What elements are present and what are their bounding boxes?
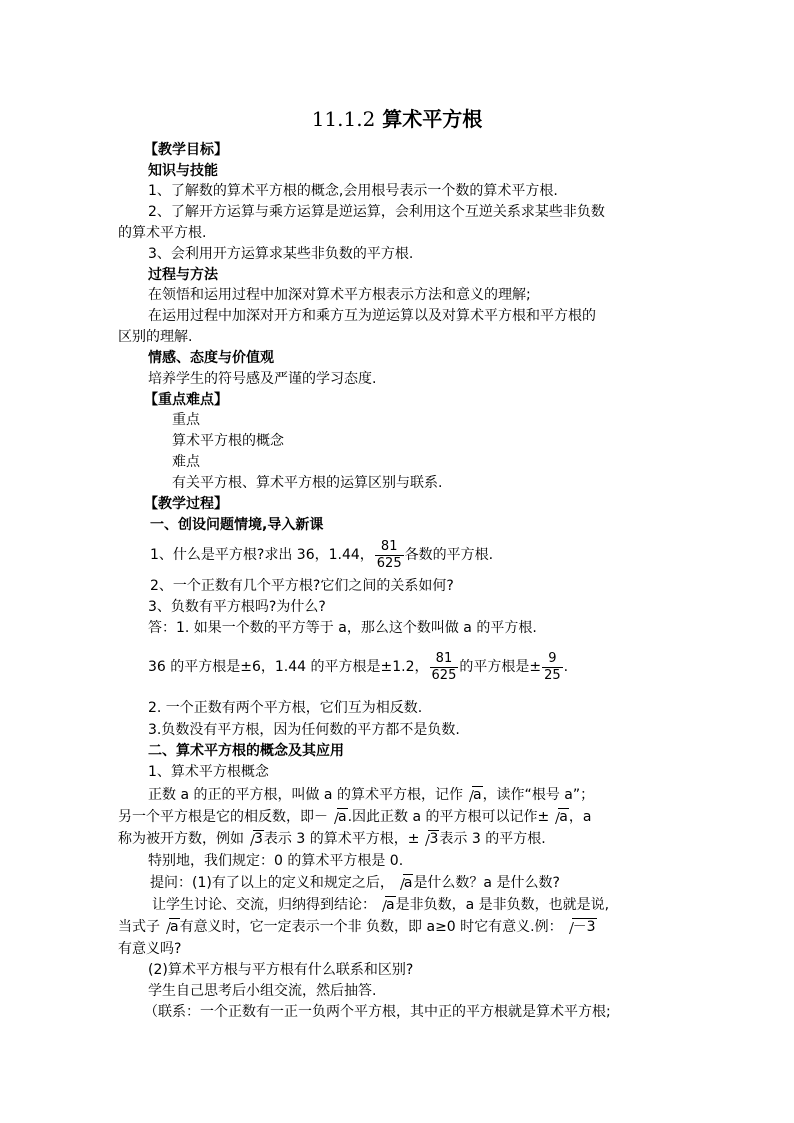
sqrt-a	[160, 917, 180, 937]
radicand: 3	[254, 831, 263, 847]
question-prompt-2: (2)算术平方根与平方根有什么联系和区别?	[148, 962, 414, 978]
radicand: a	[386, 897, 395, 913]
definition-text-g: 表示 3 的算术平方根，±	[263, 831, 420, 847]
sqrt-a	[463, 785, 483, 805]
question-3: 3、负数有平方根吗?为什么?	[148, 599, 326, 615]
heading-teaching-process: 【教学过程】	[144, 496, 228, 512]
discussion-text-a: 让学生讨论、交流，归纳得到结论：	[152, 897, 376, 913]
sqrt-3	[419, 829, 439, 849]
zero-rule: 特别地，我们规定：0 的算术平方根是 0.	[148, 853, 404, 869]
process-line-2b: 区别的理解.	[118, 329, 193, 345]
definition-line-3	[118, 829, 678, 849]
goal-line-2a: 2、了解开方运算与乘方运算是逆运算，会利用这个互逆关系求某些非负数	[148, 204, 605, 220]
answer-roots	[148, 648, 708, 686]
process-line-1: 在领悟和运用过程中加深对算术平方根表示方法和意义的理解;	[148, 287, 531, 303]
sqrt-a	[394, 873, 414, 893]
radicand: 3	[429, 831, 439, 847]
question-1-prefix: 1、什么是平方根?求出 36，1.44，	[150, 547, 374, 563]
answer-3: 3.负数没有平方根，因为任何数的平方都不是负数.	[148, 722, 460, 738]
difficulty-text: 有关平方根、算术平方根的运算区别与联系.	[172, 475, 443, 491]
fraction-denominator: 625	[431, 667, 457, 683]
meaningful-question: 有意义吗?	[118, 941, 182, 957]
group-discussion: 学生自己思考后小组交流，然后抽答.	[148, 983, 377, 999]
sqrt-a	[549, 807, 569, 827]
fraction-denominator: 25	[544, 667, 561, 683]
subheading-attitude: 情感、态度与价值观	[148, 350, 274, 366]
attitude-line-1: 培养学生的符号感及严谨的学习态度.	[148, 371, 377, 387]
fraction-numerator: 81	[375, 539, 404, 556]
relation-note: （联系：一个正数有一正一负两个平方根，其中正的平方根就是算术平方根;	[144, 1004, 611, 1020]
difficulty-label: 难点	[172, 454, 200, 470]
sqrt-3	[244, 829, 264, 849]
page-title	[0, 106, 794, 132]
definition-text-b: ，读作“根号 a”；	[482, 787, 595, 803]
goal-line-1: 1、了解数的算术平方根的概念,会用根号表示一个数的算术平方根.	[148, 183, 558, 199]
subheading-process: 过程与方法	[148, 267, 218, 283]
section-1-title: 一、创设问题情境,导入新课	[150, 517, 324, 533]
condition-text-b: 有意义时，它一定表示一个非 负数，即 a≥0 时它有意义.例：	[179, 919, 563, 935]
question-prompt-1	[150, 873, 710, 893]
answer-roots-end: .	[563, 659, 569, 675]
key-label: 重点	[172, 412, 200, 428]
condition-line	[118, 917, 678, 937]
fraction-numerator: 9	[542, 651, 563, 668]
definition-text-f: 称为被开方数，例如	[118, 831, 244, 847]
answer-2: 2. 一个正数有两个平方根，它们互为相反数.	[148, 700, 423, 716]
sqrt-a	[328, 807, 348, 827]
definition-text-a: 正数 a 的正的平方根，叫做 a 的算术平方根，记作	[148, 787, 463, 803]
discussion-text-b: 是非负数，a 是非负数，也就是说,	[395, 897, 610, 913]
sqrt-a	[376, 895, 396, 915]
title-number: 11.1.2	[311, 107, 376, 131]
sqrt-neg-3	[563, 917, 597, 937]
definition-line-1	[148, 785, 708, 805]
prompt-text-a: 提问：(1)有了以上的定义和规定之后，	[150, 875, 394, 891]
discussion-line	[152, 895, 712, 915]
radicand: a	[338, 809, 347, 825]
radicand: a	[472, 787, 482, 803]
radicand: a	[170, 919, 179, 935]
process-line-2a: 在运用过程中加深对开方和乘方互为逆运算以及对算术平方根和平方根的	[148, 308, 596, 324]
heading-teaching-goals: 【教学目标】	[144, 142, 228, 158]
fraction-denominator: 625	[376, 555, 402, 571]
condition-text-a: 当式子	[118, 919, 160, 935]
radicand: a	[559, 809, 568, 825]
fraction-81-625	[375, 539, 404, 572]
answer-roots-prefix: 36 的平方根是±6，1.44 的平方根是±1.2，	[148, 659, 429, 675]
goal-line-2b: 的算术平方根.	[118, 225, 207, 241]
definition-text-h: 表示 3 的平方根.	[439, 831, 546, 847]
question-1	[150, 536, 710, 574]
key-text: 算术平方根的概念	[172, 433, 284, 449]
prompt-text-b: 是什么数？a 是什么数?	[413, 875, 560, 891]
goal-line-3: 3、会利用开方运算求某些非负数的平方根.	[148, 246, 414, 262]
section-2-title: 二、算术平方根的概念及其应用	[148, 743, 344, 759]
concept-title: 1、算术平方根概念	[148, 764, 269, 780]
fraction-81-625	[430, 651, 459, 684]
title-text: 算术平方根	[382, 107, 483, 131]
heading-key-points: 【重点难点】	[144, 392, 228, 408]
definition-line-2	[118, 807, 678, 827]
radicand: a	[403, 875, 413, 891]
answer-roots-middle: 的平方根是±	[459, 659, 542, 675]
question-1-suffix: 各数的平方根.	[404, 547, 494, 563]
fraction-9-25	[542, 651, 563, 684]
subheading-knowledge: 知识与技能	[148, 163, 218, 179]
question-2: 2、一个正数有几个平方根?它们之间的关系如何?	[150, 578, 454, 594]
fraction-numerator: 81	[430, 651, 459, 668]
definition-text-c: 另一个平方根是它的相反数，即－	[118, 809, 328, 825]
answer-1: 答：1. 如果一个数的平方等于 a，那么这个数叫做 a 的平方根.	[148, 620, 537, 636]
definition-text-e: ，a	[568, 809, 592, 825]
radicand: －3	[572, 919, 596, 935]
definition-text-d: .因此正数 a 的平方根可以记作±	[347, 809, 550, 825]
